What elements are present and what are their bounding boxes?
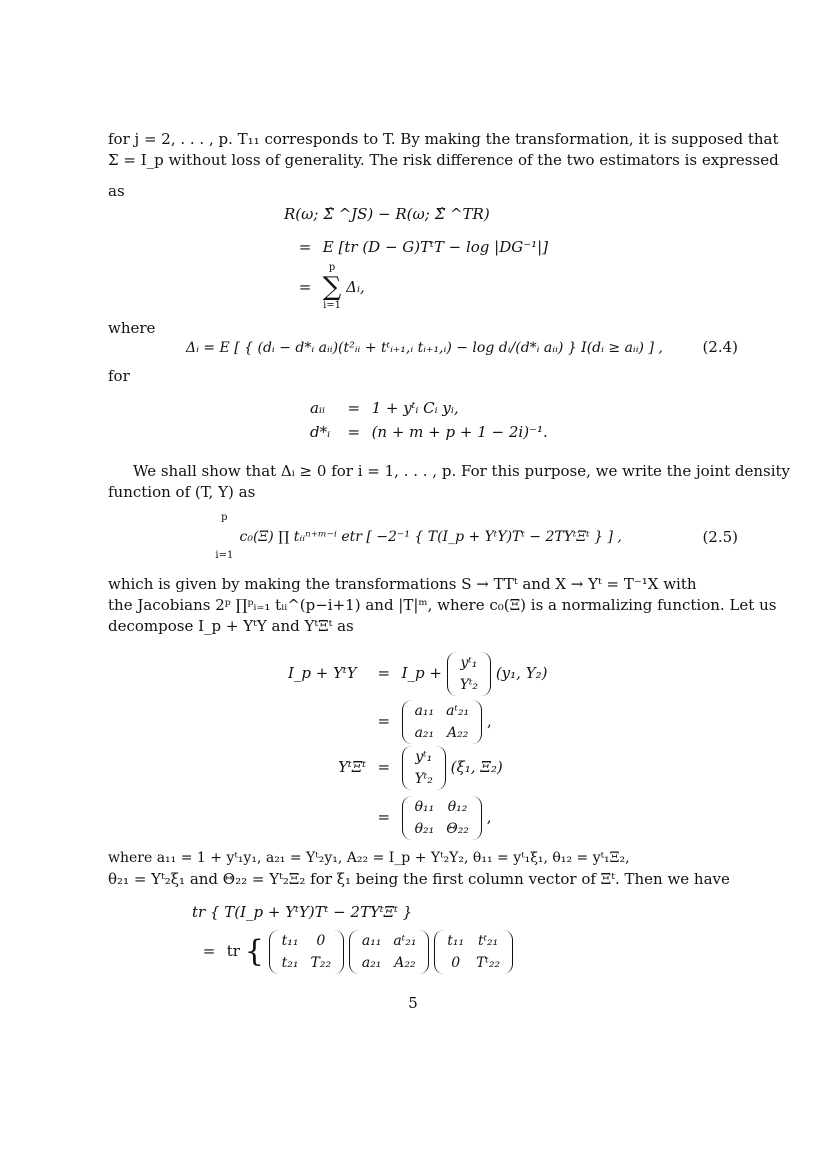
def-d-rhs: (n + m + p + 1 − 2i)⁻¹. bbox=[371, 423, 548, 441]
decomp-row2-matrix bbox=[402, 700, 483, 744]
decomp-row4-rel: = bbox=[377, 808, 391, 826]
decomp-row3-matrix bbox=[402, 746, 446, 790]
sum-lower-limit: i=1 bbox=[323, 300, 342, 311]
density-body: c₀(Ξ) ∏ tᵢᵢⁿ⁺ᵐ⁻ⁱ etr [ −2⁻¹ { T(I_p + YᵗY)Tᵗ − 2TYᵗΞᵗ } ] , bbox=[239, 529, 622, 545]
decomp-row3-rel: = bbox=[377, 758, 391, 776]
def-d-rel: = bbox=[347, 423, 361, 441]
decomp-row-3 bbox=[288, 746, 503, 790]
where-label: where bbox=[108, 319, 156, 337]
decomp-row4-suffix: , bbox=[486, 808, 492, 826]
trace-operator: tr bbox=[226, 942, 240, 960]
trace-line-2 bbox=[196, 930, 513, 974]
def-a-lhs: aᵢᵢ bbox=[310, 399, 325, 417]
risk-eq-line2 bbox=[292, 237, 548, 257]
def-a-rel: = bbox=[347, 399, 361, 417]
decomp-row1-matrix bbox=[447, 652, 491, 696]
decomp-row-4 bbox=[288, 796, 491, 840]
def-a-rhs: 1 + yᵗᵢ Cᵢ yᵢ, bbox=[371, 399, 459, 417]
def-d-lhs: d*ᵢ bbox=[310, 423, 331, 441]
risk-eq-delta: Δᵢ, bbox=[346, 278, 365, 296]
risk-eq-lhs: R(ω; Σ̂ ^JS) − R(ω; Σ̂ ^TR) bbox=[284, 205, 490, 223]
matrix-cell: a₂₁ bbox=[361, 955, 382, 971]
show-line-1: We shall show that Δᵢ ≥ 0 for i = 1, . . . , p. For this purpose, we write the joint density bbox=[133, 462, 791, 480]
decomp-row2-suffix: , bbox=[486, 712, 492, 730]
decomp-row1-lhs: I_p + YᵗY bbox=[288, 664, 357, 682]
decomp-row1-prefix: I_p + bbox=[401, 664, 442, 682]
given-line-1: which is given by making the transformations S → TTᵗ and X → Yᵗ = T⁻¹X with bbox=[108, 575, 697, 593]
density-equation bbox=[214, 512, 622, 562]
def-a bbox=[310, 398, 459, 418]
for-label: for bbox=[108, 367, 130, 385]
matrix-cell: a₁₁ bbox=[361, 933, 382, 949]
matrix-cell: a₁₁ bbox=[414, 703, 435, 719]
matrix-cell: yᵗ₁ bbox=[415, 749, 433, 765]
open-brace: { bbox=[244, 934, 264, 969]
decomp-row3-suffix: (ξ₁, Ξ₂) bbox=[450, 758, 503, 776]
matrix-cell: aᵗ₂₁ bbox=[446, 703, 470, 719]
matrix-cell: t₁₁ bbox=[447, 933, 465, 949]
matrix-cell: 0 bbox=[451, 955, 461, 971]
where-line-2: θ₂₁ = Yᵗ₂ξ₁ and Θ₂₂ = Yᵗ₂Ξ₂ for ξ₁ being the first column vector of Ξᵗ. Then we have bbox=[108, 870, 730, 888]
decomp-row4-matrix bbox=[402, 796, 482, 840]
product-operator bbox=[214, 512, 235, 562]
matrix-cell: Yᵗ₂ bbox=[414, 771, 433, 787]
matrix-cell: tᵗ₂₁ bbox=[477, 933, 499, 949]
risk-eq-rel-2: = bbox=[298, 238, 312, 256]
equation-number-2-5: (2.5) bbox=[702, 528, 738, 546]
intro-line-1: for j = 2, . . . , p. T₁₁ corresponds to T. By making the transformation, it is supposed that bbox=[108, 130, 779, 148]
product-upper-limit: p bbox=[221, 512, 228, 523]
matrix-cell: Θ₂₂ bbox=[446, 821, 469, 837]
risk-eq-line3 bbox=[292, 262, 365, 312]
equation-number-2-4: (2.4) bbox=[702, 338, 738, 356]
def-d bbox=[310, 422, 548, 442]
trace-rel: = bbox=[202, 942, 216, 960]
intro-line-3: as bbox=[108, 182, 125, 200]
risk-eq-rel-3: = bbox=[298, 278, 312, 296]
matrix-cell: a₂₁ bbox=[414, 725, 435, 741]
sum-operator bbox=[323, 262, 342, 312]
where-line-1: where a₁₁ = 1 + yᵗ₁y₁, a₂₁ = Yᵗ₂y₁, A₂₂ = I_p + Yᵗ₂Y₂, θ₁₁ = yᵗ₁ξ₁, θ₁₂ = yᵗ₁Ξ₂, bbox=[108, 850, 630, 866]
matrix-cell: θ₂₁ bbox=[414, 821, 435, 837]
intro-line-2: Σ = I_p without loss of generality. The risk difference of the two estimators is expressed bbox=[108, 151, 779, 169]
sum-upper-limit: p bbox=[328, 262, 336, 273]
trace-matrix-tt bbox=[434, 930, 513, 974]
decomp-row-2 bbox=[288, 700, 492, 744]
sum-sign: ∑ bbox=[322, 272, 342, 302]
show-line-2: function of (T, Y) as bbox=[108, 483, 256, 501]
decomp-row1-suffix: (y₁, Y₂) bbox=[495, 664, 548, 682]
product-lower-limit: i=1 bbox=[215, 550, 234, 561]
trace-matrix-a bbox=[349, 930, 430, 974]
matrix-cell: t₂₁ bbox=[281, 955, 299, 971]
matrix-cell: θ₁₁ bbox=[414, 799, 435, 815]
matrix-cell: 0 bbox=[316, 933, 326, 949]
matrix-cell: Yᵗ₂ bbox=[459, 677, 479, 693]
delta-equation: Δᵢ = E [ { (dᵢ − d*ᵢ aᵢᵢ)(t²ᵢᵢ + tᵗᵢ₊₁,ᵢ tᵢ₊₁,ᵢ) − log dᵢ/(d*ᵢ aᵢᵢ) } I(dᵢ ≥ aᵢᵢ) ] , bbox=[186, 340, 663, 356]
given-line-2: the Jacobians 2ᵖ ∏ᵖᵢ₌₁ tᵢᵢ^(p−i+1) and |T|ᵐ, where c₀(Ξ) is a normalizing function. Let us bbox=[108, 596, 777, 614]
matrix-cell: A₂₂ bbox=[446, 725, 469, 741]
matrix-cell: Tᵗ₂₂ bbox=[476, 955, 501, 971]
matrix-cell: T₂₂ bbox=[310, 955, 332, 971]
trace-matrix-t bbox=[269, 930, 344, 974]
decomp-row3-lhs: YᵗΞᵗ bbox=[338, 758, 366, 776]
page-number: 5 bbox=[408, 994, 418, 1012]
decomp-row2-rel: = bbox=[377, 712, 391, 730]
matrix-cell: A₂₂ bbox=[394, 955, 416, 971]
matrix-cell: aᵗ₂₁ bbox=[393, 933, 417, 949]
trace-line-1: tr { T(I_p + YᵗY)Tᵗ − 2TYᵗΞᵗ } bbox=[192, 903, 413, 921]
matrix-cell: yᵗ₁ bbox=[460, 655, 478, 671]
risk-eq-expectation: E [tr (D − G)TᵗT − log |DG⁻¹|] bbox=[322, 238, 549, 256]
given-line-3: decompose I_p + YᵗY and YᵗΞᵗ as bbox=[108, 617, 354, 635]
decomp-row-1 bbox=[288, 652, 547, 696]
decomp-row1-rel: = bbox=[377, 664, 391, 682]
matrix-cell: θ₁₂ bbox=[447, 799, 468, 815]
matrix-cell: t₁₁ bbox=[281, 933, 299, 949]
